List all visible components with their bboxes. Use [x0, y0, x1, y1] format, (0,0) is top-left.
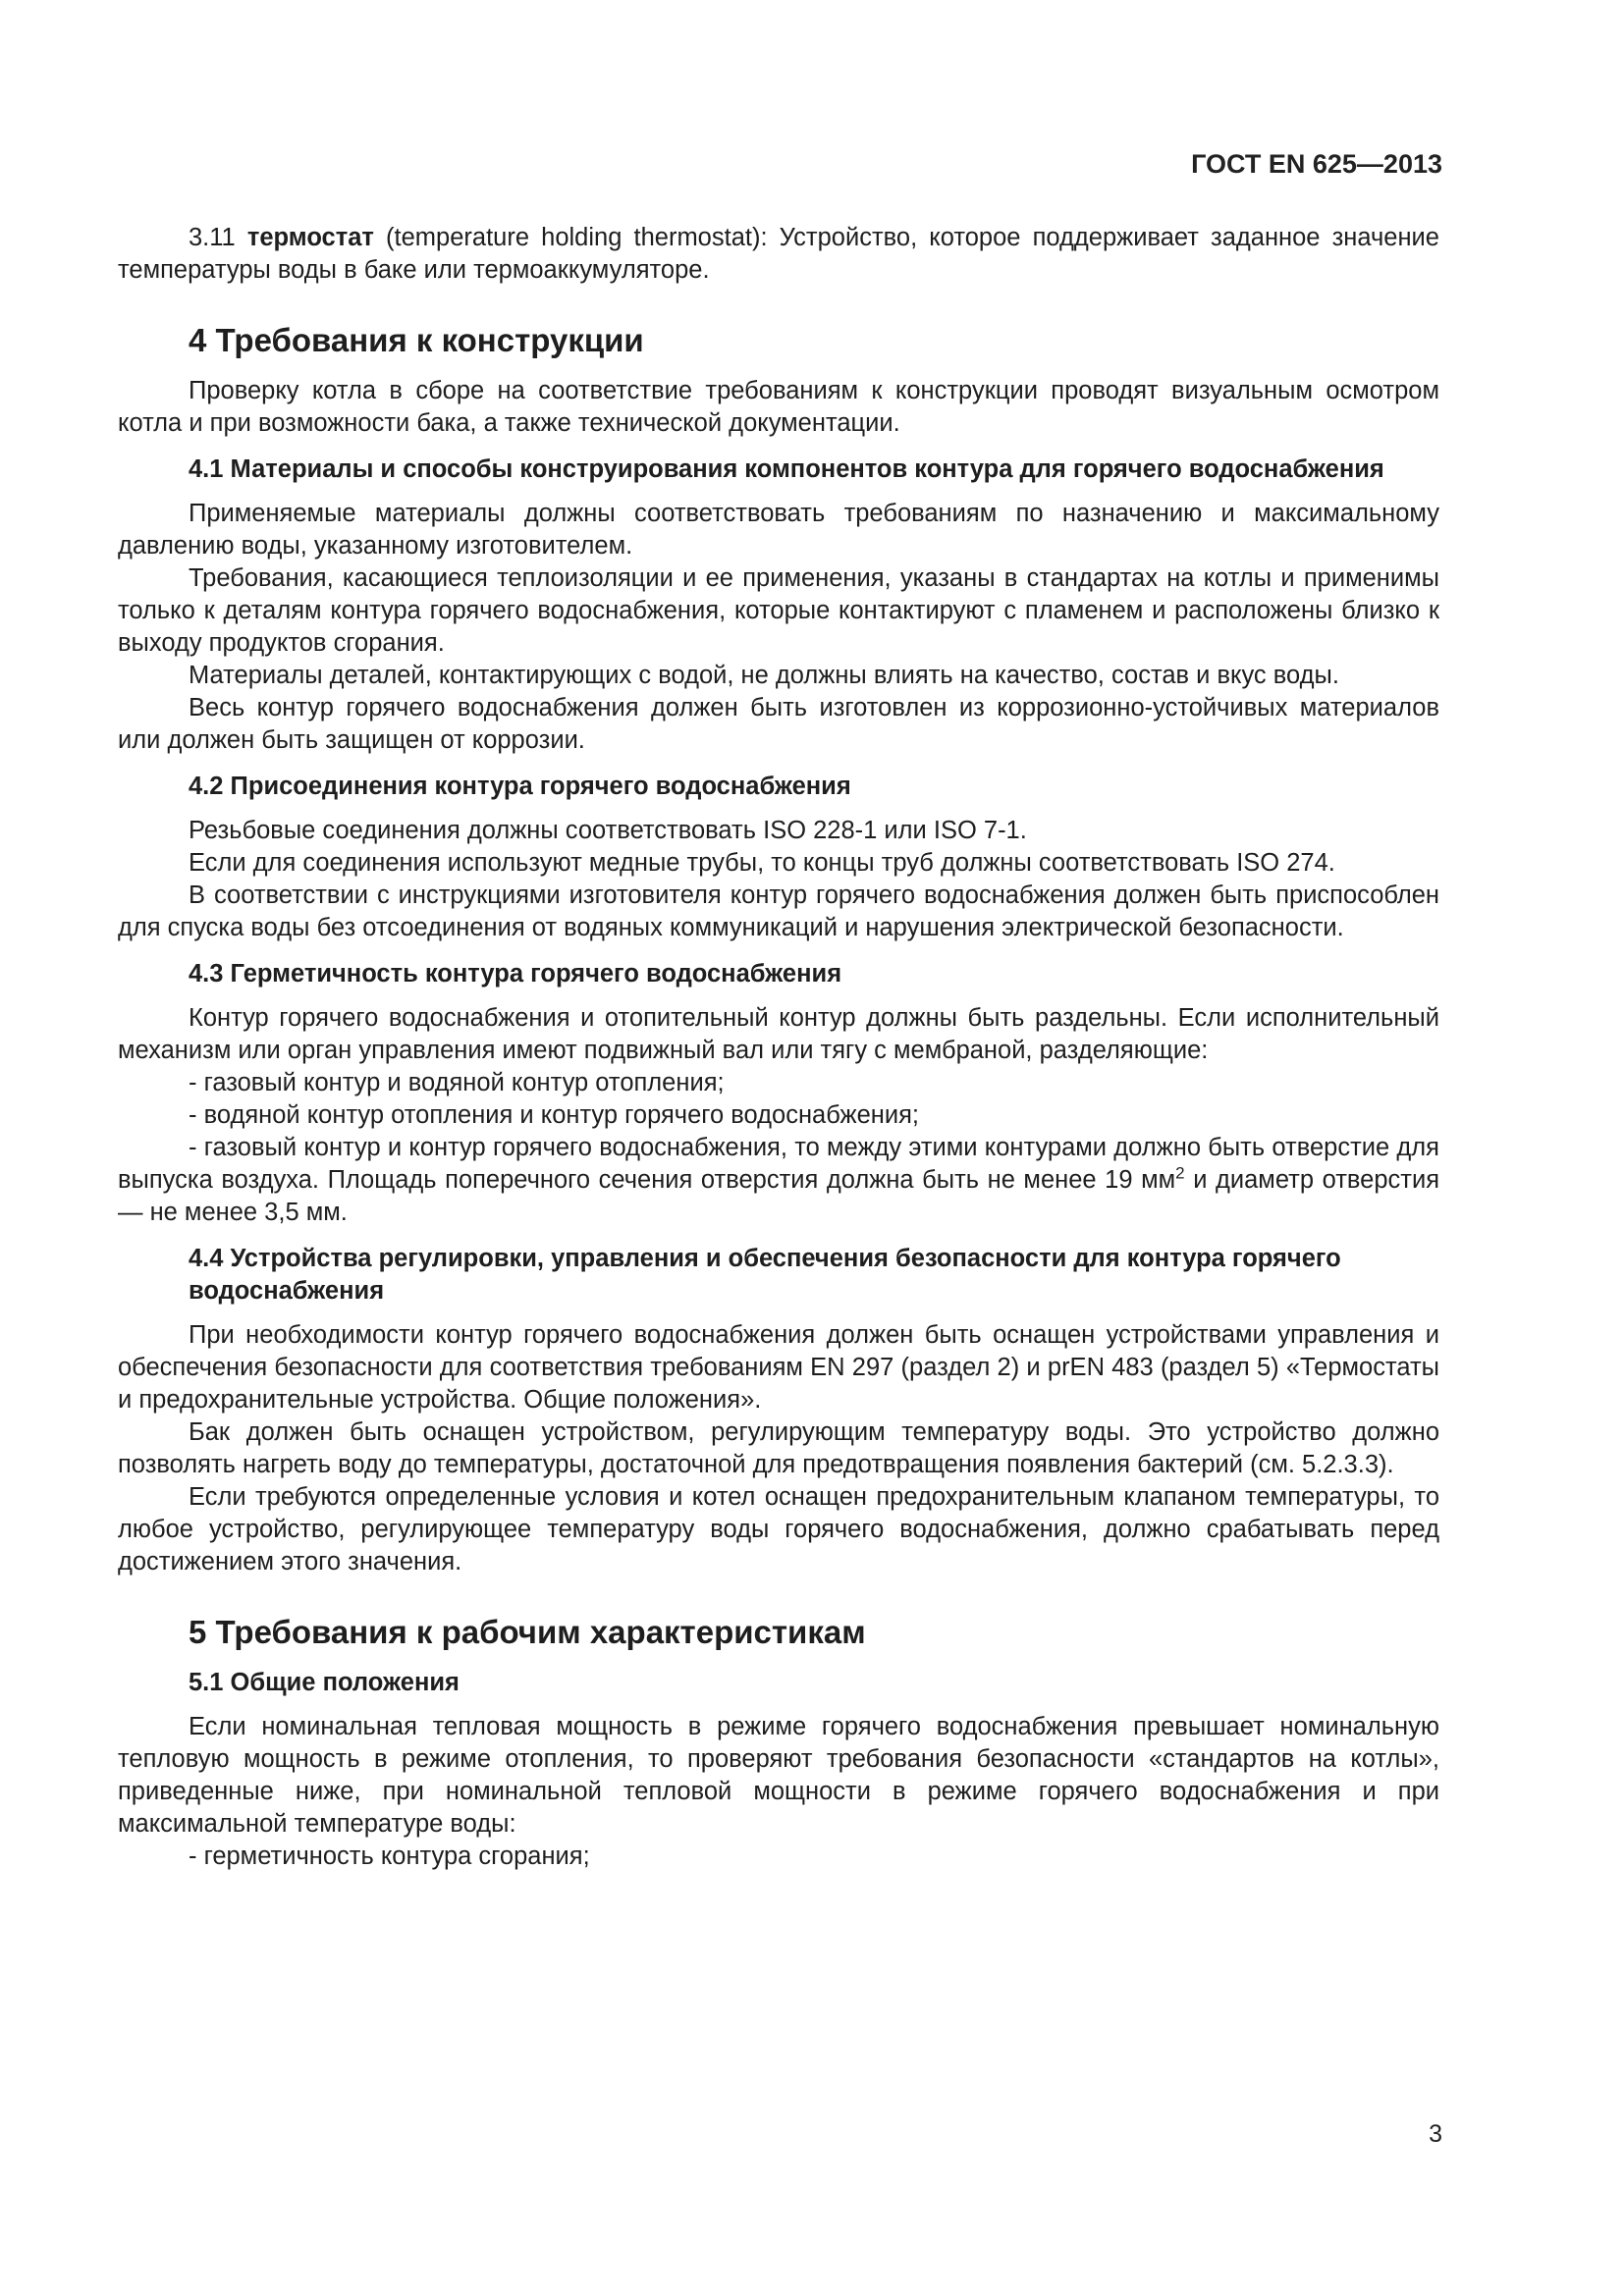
section-4-1-paragraph: Требования, касающиеся теплоизоляции и ее применения, указаны в стандартах на котлы и применимы только к деталям контура горячего водоснабжения, которые контактируют с пламенем и расположены близко к выходу продуктов сгорания.: [118, 564, 1439, 657]
section-4-4-title: 4.4 Устройства регулировки, управления и обеспечения безопасности для контура горячего водоснабжения: [189, 1245, 1341, 1305]
list-item-text-end: и диаметр отверстия — не менее 3,5 мм.: [118, 1166, 1439, 1226]
section-4-1-title: 4.1 Материалы и способы конструирования компонентов контура для горячего водоснабжения: [189, 455, 1384, 483]
section-4-intro: Проверку котла в сборе на соответствие требованиям к конструкции проводят визуальным осмотром котла и при возможности бака, а также технической документации.: [118, 377, 1439, 437]
section-4-1-paragraph: Материалы деталей, контактирующих с водой, не должны влиять на качество, состав и вкус воды.: [189, 662, 1339, 689]
section-5-1-paragraph: Если номинальная тепловая мощность в режиме горячего водоснабжения превышает номинальную тепловую мощность в режиме отопления, то проверяют требования безопасности «стандартов на котлы», приведенные ниже, при номинальной тепловой мощности в режиме горячего водоснабжения и при максимальной температуре воды:: [118, 1713, 1439, 1838]
section-4-3-paragraph: Контур горячего водоснабжения и отопительный контур должны быть раздельны. Если исполнительный механизм или орган управления имеют подвижный вал или тягу с мембраной, разделяющие:: [118, 1004, 1439, 1064]
list-item-text: - газовый контур и контур горячего водоснабжения, то между этими контурами должно быть отверстие для выпуска воздуха. Площадь поперечного сечения отверстия должна быть не менее 19 мм: [118, 1134, 1439, 1194]
section-4-2-title: 4.2 Присоединения контура горячего водоснабжения: [189, 773, 851, 800]
clause-number: 3.11: [189, 224, 236, 251]
section-4-3-title: 4.3 Герметичность контура горячего водоснабжения: [189, 960, 842, 988]
list-item: - герметичность контура сгорания;: [189, 1842, 590, 1870]
section-4-4-paragraph: Если требуются определенные условия и котел оснащен предохранительным клапаном температуры, то любое устройство, регулирующее температуру воды горячего водоснабжения, должно срабатывать перед достижением этого значения.: [118, 1483, 1439, 1575]
page-number: 3: [1429, 2120, 1442, 2148]
list-item: - газовый контур и водяной контур отопления;: [189, 1069, 725, 1096]
section-4-4-paragraph: Бак должен быть оснащен устройством, регулирующим температуру воды. Это устройство должно позволять нагреть воду до температуры, достаточной для предотвращения появления бактерий (см. 5.2.3.3).: [118, 1418, 1439, 1478]
section-4-2-paragraph: В соответствии с инструкциями изготовителя контур горячего водоснабжения должен быть приспособлен для спуска воды без отсоединения от водяных коммуникаций и нарушения электрической безопасности.: [118, 881, 1439, 941]
section-5-title: 5 Требования к рабочим характеристикам: [189, 1614, 866, 1650]
section-5-1-title: 5.1 Общие положения: [189, 1669, 460, 1696]
superscript: 2: [1175, 1163, 1185, 1183]
section-4-1-paragraph: Применяемые материалы должны соответствовать требованиям по назначению и максимальному давлению воды, указанному изготовителем.: [118, 500, 1439, 560]
section-4-1-paragraph: Весь контур горячего водоснабжения должен быть изготовлен из коррозионно-устойчивых материалов или должен быть защищен от коррозии.: [118, 694, 1439, 754]
section-4-2-paragraph: Если для соединения используют медные трубы, то концы труб должны соответствовать ISO 274.: [189, 849, 1335, 877]
section-4-title: 4 Требования к конструкции: [189, 322, 644, 358]
clause-term: термостат: [246, 224, 374, 251]
clause-3-11: [118, 222, 1439, 287]
standard-number: ГОСТ EN 625—2013: [1191, 149, 1442, 179]
list-item: - водяной контур отопления и контур горячего водоснабжения;: [189, 1101, 919, 1129]
page-body: [118, 222, 1439, 1873]
section-4-2-paragraph: Резьбовые соединения должны соответствовать ISO 228-1 или ISO 7-1.: [189, 817, 1027, 844]
clause-text: (temperature holding thermostat): Устройство, которое поддерживает заданное значение температуры воды в баке или термоаккумуляторе.: [118, 224, 1439, 284]
list-item: [118, 1132, 1439, 1229]
section-4-4-paragraph: При необходимости контур горячего водоснабжения должен быть оснащен устройствами управления и обеспечения безопасности для соответствия требованиям EN 297 (раздел 2) и prEN 483 (раздел 5) «Термостаты и предохранительные устройства. Общие положения».: [118, 1321, 1439, 1414]
